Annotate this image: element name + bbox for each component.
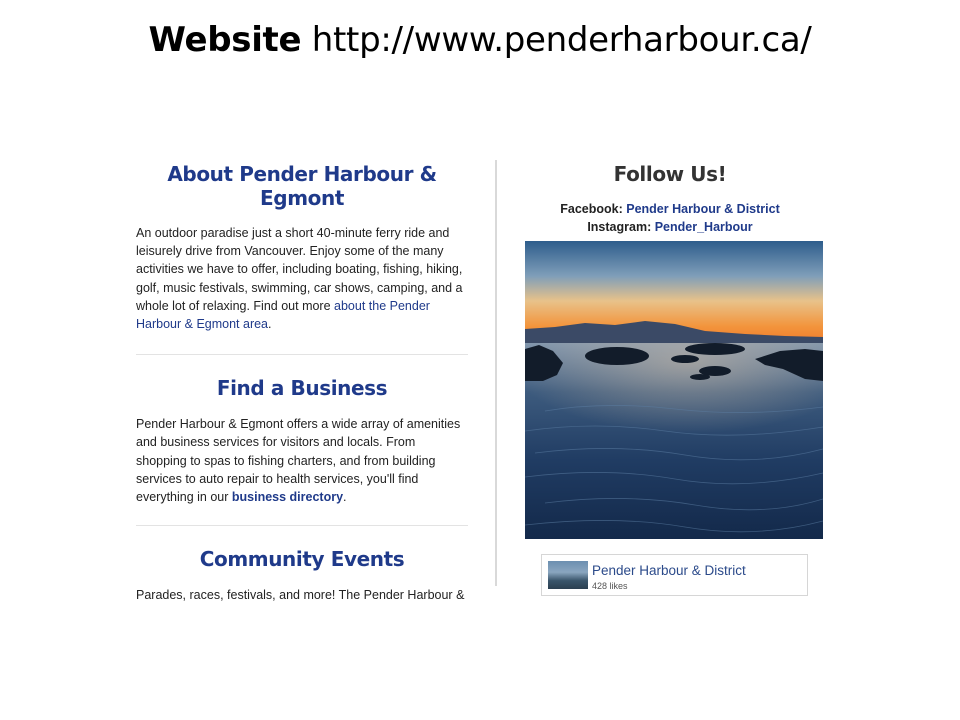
events-text: Parades, races, festivals, and more! The Pender Harbour & [136, 588, 465, 603]
instagram-label: Instagram: [587, 220, 652, 234]
facebook-page-name[interactable]: Pender Harbour & District [592, 563, 746, 578]
slide-title [0, 20, 960, 60]
slide-title-bold: Website [148, 20, 302, 60]
about-area-link[interactable]: about the Pender Harbour & Egmont area [136, 298, 430, 332]
business-section [136, 355, 468, 526]
social-links [510, 200, 830, 236]
facebook-label: Facebook: [560, 202, 623, 216]
business-text-body: Pender Harbour & Egmont offers a wide array of amenities and business services for visitors and locals. From shopping to spas to fishing charters, and from building services to auto repair to health services, you'll find everything in our [136, 417, 461, 505]
harbour-sunset-photo [525, 241, 823, 539]
about-text-end: . [268, 317, 272, 332]
business-text [136, 415, 468, 506]
facebook-line [510, 200, 830, 218]
follow-heading: Follow Us! [613, 162, 727, 186]
about-text-body: An outdoor paradise just a short 40-minute ferry ride and leisurely drive from Vancouver. Enjoy some of the many activities we have to offer, including boating, fishing, hiking, golf, music festivals, swimming, car shows, camping, and a whole lot of relaxing. Find out more [136, 226, 463, 313]
facebook-page-thumbnail [548, 561, 588, 589]
business-text-end: . [343, 490, 347, 505]
about-text [136, 224, 468, 333]
business-directory-link[interactable]: business directory [231, 490, 344, 505]
instagram-link[interactable]: Pender_Harbour [654, 220, 753, 234]
column-divider [495, 160, 497, 586]
instagram-line [510, 218, 830, 236]
left-column [136, 150, 468, 604]
right-column [510, 150, 830, 591]
about-section [136, 150, 468, 355]
slide-title-url: http://www.penderharbour.ca/ [311, 20, 812, 60]
events-section [136, 526, 468, 604]
events-heading: Community Events [199, 547, 405, 572]
facebook-link[interactable]: Pender Harbour & District [626, 202, 780, 216]
website-screenshot [130, 150, 830, 603]
facebook-page-widget[interactable] [541, 554, 808, 596]
business-heading: Find a Business [216, 376, 388, 401]
facebook-page-likes: 428 likes [592, 581, 628, 591]
about-heading: About Pender Harbour & Egmont [167, 162, 437, 210]
